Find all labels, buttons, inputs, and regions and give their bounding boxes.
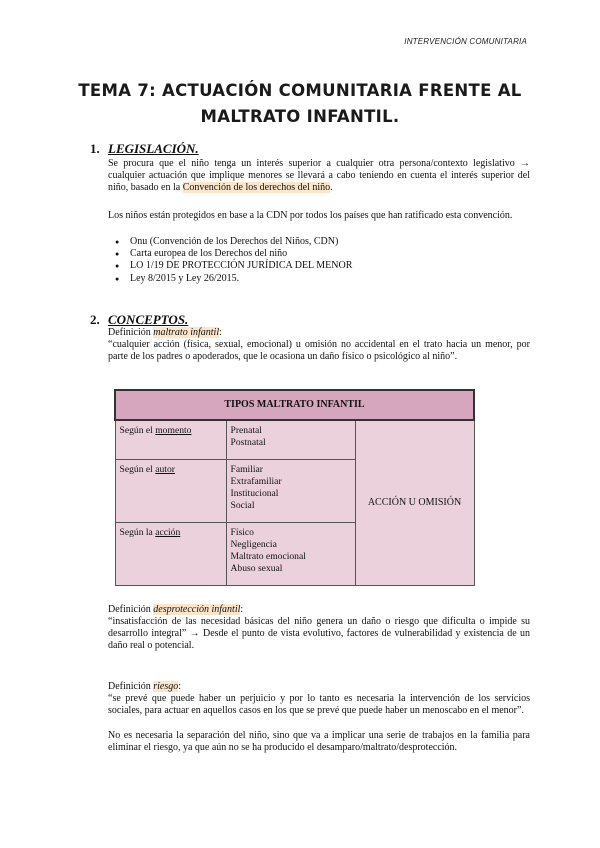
list-item: ● Ley 8/2015 y Ley 26/2015.	[108, 273, 528, 285]
title-line-2: MALTRATO INFANTIL.	[200, 107, 400, 126]
row-label-autor	[115, 460, 226, 523]
legislation-text: Se procura que el niño tenga un interés superior a cualquier otra persona/contexto legislativo → cualquier actuación que implique menores se llevará a cabo teniendo en cuenta el interés superior del niño, basado en la	[108, 158, 530, 194]
legislation-list	[108, 236, 528, 285]
colon: :	[240, 604, 244, 615]
list-item: ● Carta europea de los Derechos del niño	[108, 248, 528, 260]
section-2-title: CONCEPTOS.	[108, 312, 189, 327]
list-item: ● Onu (Convención de los Derechos del Niños, CDN)	[108, 236, 528, 248]
definition-prefix: Definición	[108, 681, 154, 692]
definition-prefix: Definición	[108, 604, 154, 615]
row-key: acción	[155, 527, 181, 538]
section-2-number: 2.	[90, 312, 100, 327]
definition-riesgo-label	[108, 681, 530, 693]
section-1-title: LEGISLACIÓN.	[108, 141, 199, 156]
row-key: momento	[155, 425, 192, 436]
section-1-number: 1.	[90, 141, 100, 156]
cdn-paragraph: Los niños están protegidos en base a la CDN por todos los países que han ratificado esta convención.	[108, 210, 513, 221]
action-omission-cell: ACCIÓN U OMISIÓN	[355, 420, 474, 586]
types-table	[114, 389, 475, 586]
table-cell-item: Físico	[230, 527, 254, 538]
accion-items	[226, 523, 355, 586]
row-label-momento	[115, 420, 226, 460]
definition-desproteccion-text: “insatisfacción de las necesidad básicas del niño genera un daño o riesgo que dificulta o impide su desarrollo integral” → Desde el punto de vista evolutivo, factores de vulnerabilidad y existencia de un daño real o potencial.	[108, 616, 530, 652]
title-line-1: TEMA 7: ACTUACIÓN COMUNITARIA FRENTE AL	[78, 81, 522, 100]
table-cell-item: Postnatal	[230, 437, 266, 448]
table-title: TIPOS MALTRATO INFANTIL	[115, 390, 474, 420]
table-cell-item: Institucional	[230, 488, 279, 499]
row-label-accion	[115, 523, 226, 586]
table-cell-item: Abuso sexual	[230, 563, 283, 574]
running-header: INTERVENCIÓN COMUNITARIA	[404, 37, 527, 46]
momento-items	[226, 420, 355, 460]
table-cell-item: Negligencia	[230, 539, 277, 550]
definition-maltrato-label	[108, 327, 530, 339]
definition-maltrato-text: “cualquier acción (física, sexual, emocional) u omisión no accidental en el trato hacia un menor, por parte de los padres o apoderados, que le ocasiona un daño físico o psicológico al niño”.	[108, 339, 530, 363]
cdn-highlight: Convención de los derechos del niño	[182, 182, 331, 194]
row-label-prefix: Según la	[119, 527, 156, 538]
definition-desproteccion-label	[108, 604, 530, 616]
riesgo-followup-text: No es necesaria la separación del niño, sino que va a implicar una serie de trabajos en la familia para eliminar el riesgo, ya que aún no se ha producido el desamparo/maltrato/desprotección.	[108, 730, 530, 754]
term-maltrato: maltrato infantil	[153, 327, 220, 338]
table-cell-item: Maltrato emocional	[230, 551, 306, 562]
colon: :	[178, 681, 182, 692]
table-cell-item: Prenatal	[230, 425, 262, 436]
row-label-prefix: Según el	[119, 464, 156, 475]
table-cell-item: Extrafamiliar	[230, 476, 282, 487]
definition-prefix: Definición	[108, 327, 154, 338]
section-1-heading	[90, 141, 199, 157]
legislation-end: .	[330, 182, 333, 194]
legislation-paragraph	[108, 158, 530, 195]
autor-items	[226, 460, 355, 523]
term-riesgo: riesgo	[153, 681, 179, 692]
row-label-prefix: Según el	[119, 425, 156, 436]
list-item: ● LO 1/19 DE PROTECCIÓN JURÍDICA DEL MENOR	[108, 260, 528, 272]
table-cell-item: Social	[230, 500, 255, 511]
row-key: autor	[155, 464, 175, 475]
page-title	[60, 78, 540, 130]
table-cell-item: Familiar	[230, 464, 264, 475]
term-desproteccion: desprotección infantil	[153, 604, 241, 615]
colon: :	[219, 327, 222, 338]
definition-riesgo-text: “se prevé que puede haber un perjuicio y por lo tanto es necesaria la intervención de los servicios sociales, para actuar en aquellos casos en los que se prevé que puede haber un menoscabo en el menor”.	[108, 693, 530, 717]
section-2-heading	[90, 312, 188, 328]
